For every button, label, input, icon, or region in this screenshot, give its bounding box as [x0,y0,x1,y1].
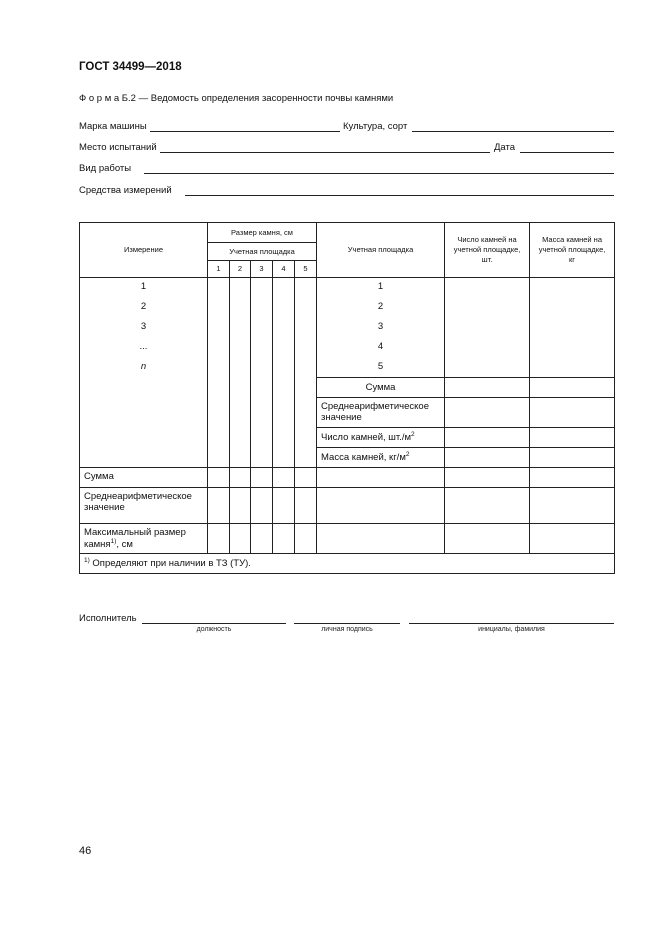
stone-table [79,222,615,574]
row-ellipsis: ... [80,338,208,358]
row-n: n [80,358,208,468]
date-label: Дата [494,142,516,153]
row-3: 3 [80,318,208,338]
count-per-m2: Число камней, $шт./м^2$ [317,428,445,448]
row-1: 1 [80,278,208,298]
instruments-label: Средства измерений [79,185,172,196]
signature-field[interactable] [294,623,400,624]
col-2: 2 [230,261,251,278]
h-plot-sub: Учетная площадка [208,243,317,261]
col-1: 1 [208,261,230,278]
work-label: Вид работы [79,163,132,174]
standard-header: ГОСТ 34499—2018 [79,61,182,73]
machine-field[interactable] [150,131,340,132]
plot-5: 5 [317,358,445,378]
date-field[interactable] [520,152,614,153]
col-4: 4 [273,261,295,278]
plot-3: 3 [317,318,445,338]
instruments-field[interactable] [185,195,614,196]
culture-label: Культура, сорт [343,121,408,132]
col-3: 3 [251,261,273,278]
sum-label: Сумма [80,468,208,488]
name-caption: инициалы, фамилия [478,626,545,633]
page-number: 46 [79,845,92,857]
signature-caption: личная подпись [321,626,373,633]
h-measurement: Измерение [80,223,208,278]
plot-sum: Сумма [317,378,445,398]
mass-per-m2: Масса камней, $кг/м^2$ [317,448,445,468]
footnote: $^{1)}$ Определяют при наличии в ТЗ (ТУ). [80,554,615,574]
place-field[interactable] [160,152,490,153]
executor-label: Исполнитель [79,613,137,624]
h-count: Число камней на учетной площадке, шт. [445,223,530,278]
col-5: 5 [295,261,317,278]
max-size-label: Максимальный размер камня$^{1)}$, см [80,524,208,554]
machine-label: Марка машины [79,121,147,132]
name-field[interactable] [409,623,614,624]
row-2: 2 [80,298,208,318]
work-field[interactable] [144,173,614,174]
form-title: Ф о р м а Б.2 — Ведомость определения засоренности почвы камнями [79,93,394,104]
culture-field[interactable] [412,131,614,132]
place-label: Место испытаний [79,142,157,153]
mean-label: Среднеарифметическое значение [80,488,208,524]
plot-mean: Среднеарифметическое значение [317,398,445,428]
h-plot: Учетная площадка [317,223,445,278]
plot-1: 1 [317,278,445,298]
plot-2: 2 [317,298,445,318]
position-caption: должность [196,626,232,633]
h-size: Размер камня, см [208,223,317,243]
plot-4: 4 [317,338,445,358]
h-mass: Масса камней на учетной площадке, кг [530,223,615,278]
position-field[interactable] [142,623,286,624]
